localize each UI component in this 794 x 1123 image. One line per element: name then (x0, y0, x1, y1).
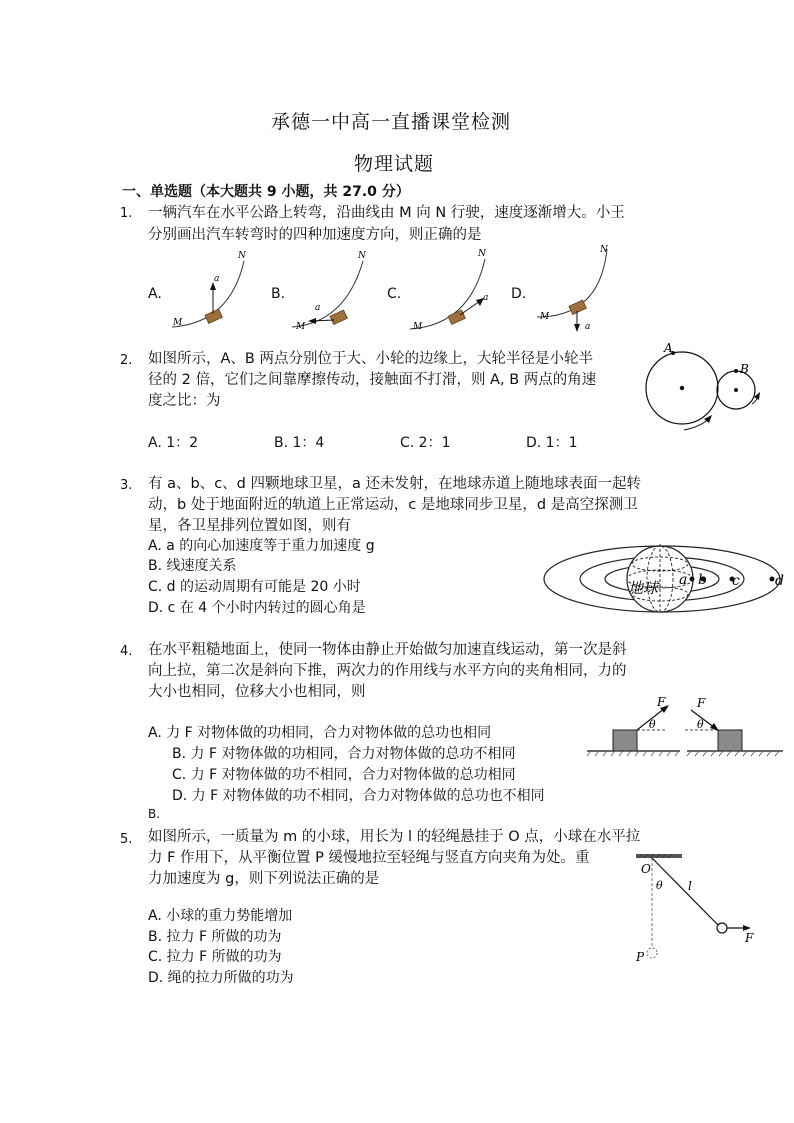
question-text-line: 力加速度为 g，则下列说法正确的是 (148, 871, 380, 887)
question-text-line: 大小也相同，位移大小也相同，则 (148, 684, 366, 700)
sat-c-label: c (732, 573, 740, 589)
angle-label: θ (649, 718, 656, 731)
option-d: D. c 在 4 个小时内转过的圆心角是 (148, 600, 366, 616)
question-text-line: 如图所示，A、B 两点分别位于大、小轮的边缘上，大轮半径是小轮半 (148, 351, 593, 367)
point-a-label: A (664, 342, 673, 355)
angle-label: θ (656, 879, 663, 892)
exam-title: 承德一中高一直播课堂检测 (271, 111, 512, 133)
ball (717, 923, 727, 933)
option-c: C. d 的运动周期有可能是 20 小时 (148, 579, 361, 595)
label-m: M (540, 312, 550, 322)
option-b: B. 线速度关系 (148, 558, 237, 574)
option-d: D. 绳的拉力所做的功为 (148, 970, 294, 986)
label-m: M (413, 322, 423, 332)
angle-label: θ (697, 718, 704, 731)
option-d: D. (511, 286, 527, 302)
option-b: B. (271, 286, 286, 302)
question-text-line: 星，各卫星排列位置如图，则有 (148, 518, 351, 534)
question-text-line: 如图所示，一质量为 m 的小球，用长为 l 的轻绳悬挂于 O 点，小球在水平拉 (148, 829, 641, 845)
option-d: D. 力 F 对物体做的功不相同，合力对物体做的总功也不相同 (172, 788, 545, 804)
question-number: 3. (120, 478, 133, 493)
car-path-c (410, 249, 488, 332)
question-text-line: 一辆汽车在水平公路上转弯，沿曲线由 M 向 N 行驶，速度逐渐增大。小王 (148, 205, 625, 221)
label-m: M (173, 318, 183, 328)
question-text-line: 在水平粗糙地面上，使同一物体由静止开始做匀加速直线运动，第一次是斜 (148, 642, 627, 658)
question-number: 5. (120, 832, 133, 847)
option-a: A. 小球的重力势能增加 (148, 908, 293, 924)
question-text-line: 分别画出汽车转弯时的四种加速度方向，则正确的是 (148, 227, 482, 243)
q2-figure-wheels (640, 342, 780, 437)
q5-figure-pendulum (630, 848, 760, 968)
section-heading: 一、单选题（本大题共 9 小题，共 27.0 分） (122, 184, 410, 200)
label-a: a (315, 303, 321, 313)
label-n: N (358, 251, 366, 261)
car-path-b (292, 251, 367, 332)
option-b: B. 1：4 (274, 435, 325, 451)
pivot-label: O (641, 862, 651, 876)
label-a: a (483, 293, 489, 303)
sat-b-label: b (698, 572, 707, 588)
question-text-line: 有 a、b、c、d 四颗地球卫星，a 还未发射，在地球赤道上随地球表面一起转 (148, 476, 641, 492)
question-text-line: 度之比：为 (148, 393, 221, 409)
option-d: D. 1：1 (526, 435, 578, 451)
sat-d-label: d (775, 573, 784, 589)
option-b: B. 拉力 F 所做的功为 (148, 929, 282, 945)
force-label: F (697, 696, 706, 710)
option-c: C. 2：1 (400, 435, 451, 451)
option-c: C. (387, 286, 402, 302)
force-label: F (745, 931, 754, 945)
question-text-line: 向上拉，第二次是斜向下推，两次力的作用线与水平方向的夹角相同，力的 (148, 663, 627, 679)
question-number: 2. (120, 353, 133, 368)
option-a: A. 1：2 (148, 435, 199, 451)
car-path-d (537, 245, 609, 332)
question-text-line: 动，b 处于地面附近的轨道上正常运动，c 是地球同步卫星，d 是高空探测卫 (148, 497, 638, 513)
q3-figure-orbits (540, 538, 790, 618)
equilibrium-position (647, 948, 657, 958)
option-a: A. (148, 286, 162, 302)
sat-a-label: a (679, 572, 688, 588)
question-number: 1. (120, 206, 133, 221)
option-a: A. a 的向心加速度等于重力加速度 g (148, 538, 375, 554)
point-p-label: P (636, 950, 645, 964)
length-label: l (688, 879, 692, 893)
point-b-label: B (740, 362, 749, 376)
force-label: F (657, 695, 666, 709)
option-b: B. 力 F 对物体做的功相同，合力对物体做的总功不相同 (172, 746, 516, 762)
option-c: C. 力 F 对物体做的功不相同，合力对物体做的总功相同 (172, 767, 516, 783)
label-m: M (296, 322, 306, 332)
block-pushed (718, 730, 742, 751)
stray-label: B. (148, 807, 161, 821)
earth-label: 地球 (628, 579, 659, 597)
option-c: C. 拉力 F 所做的功为 (148, 949, 282, 965)
q1-figure-diagram (160, 245, 630, 340)
question-number: 4. (120, 644, 133, 659)
question-text-line: 径的 2 倍，它们之间靠摩擦传动，接触面不打滑，则 A, B 两点的角速 (148, 372, 597, 388)
label-n: N (238, 251, 246, 261)
label-a: a (214, 274, 220, 284)
car-path-a (172, 251, 247, 328)
exam-subtitle: 物理试题 (354, 153, 435, 175)
option-a: A. 力 F 对物体做的功相同，合力对物体做的总功也相同 (148, 725, 492, 741)
label-n: N (478, 249, 486, 259)
label-n: N (600, 245, 608, 255)
block-pulled (613, 730, 637, 751)
label-a: a (585, 322, 591, 332)
question-text-line: 力 F 作用下，从平衡位置 P 缓慢地拉至轻绳与竖直方向夹角为处。重 (148, 850, 590, 866)
q4-figure-blocks (585, 692, 785, 762)
